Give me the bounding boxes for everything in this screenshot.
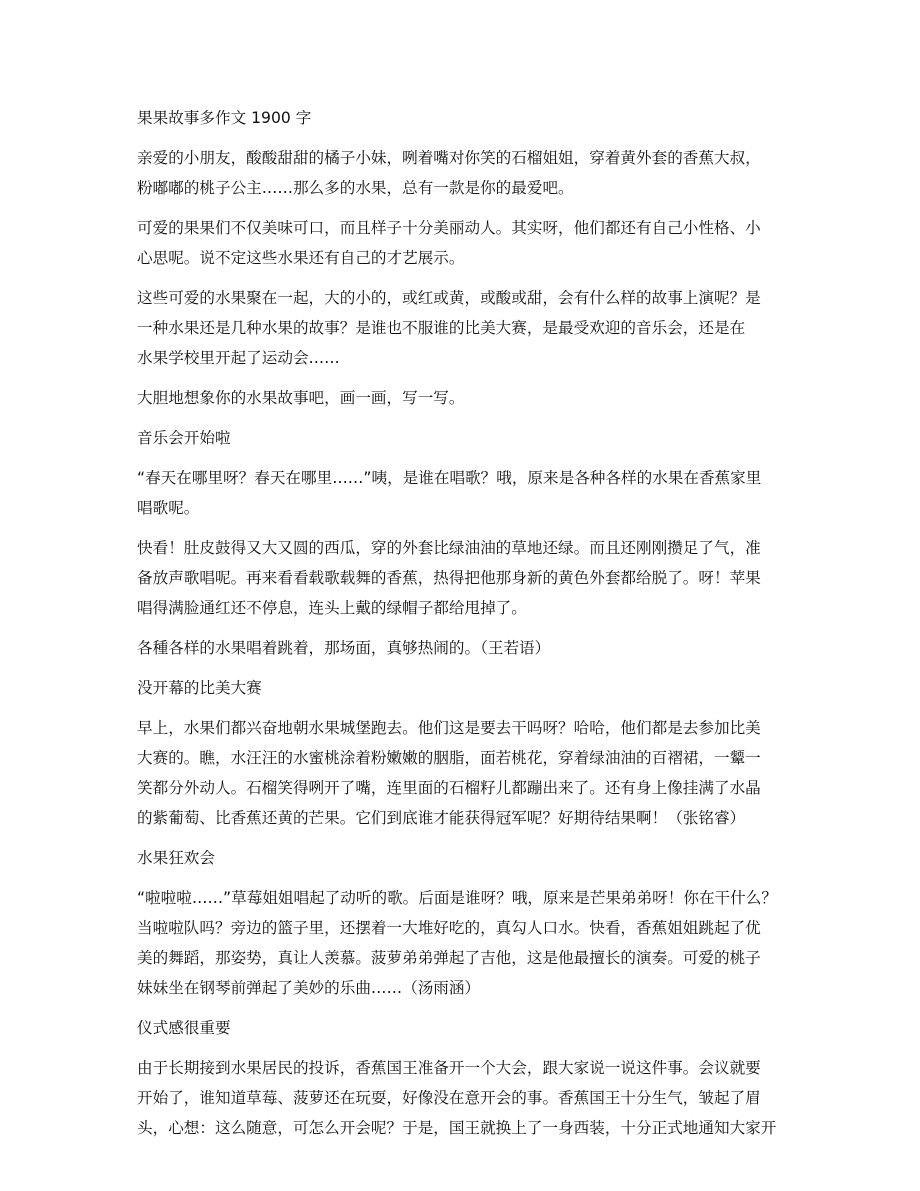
text-line: 早上，水果们都兴奋地朝水果城堡跑去。他们这是要去干吗呀？哈哈，他们都是去参加比美 (137, 719, 761, 737)
text-line: 妹妹坐在钢琴前弹起了美妙的乐曲……（汤雨涵） (137, 979, 481, 997)
section-heading (137, 843, 837, 873)
document-title (137, 103, 837, 133)
section-heading (137, 423, 837, 453)
text-line: 备放声歌唱呢。再来看看载歌载舞的香蕉，热得把他那身新的黄色外套都给脱了。呀！苹果 (137, 569, 761, 587)
text-line: 没开幕的比美大赛 (137, 679, 262, 697)
text-line: 大赛的。瞧，水汪汪的水蜜桃涂着粉嫩嫩的胭脂，面若桃花，穿着绿油油的百褶裙，一颦一 (137, 749, 761, 767)
paragraph (137, 1053, 837, 1143)
text-line: 美的舞蹈，那姿势，真让人羡慕。菠萝弟弟弹起了吉他，这是他最擅长的演奏。可爱的桃子 (137, 949, 761, 967)
text-line: 果果故事多作文 1900 字 (137, 109, 312, 127)
text-line: 大胆地想象你的水果故事吧，画一画，写一写。 (137, 389, 465, 407)
paragraph (137, 633, 837, 663)
text-line: 亲爱的小朋友，酸酸甜甜的橘子小妹，咧着嘴对你笑的石榴姐姐，穿着黄外套的香蕉大叔， (137, 149, 761, 167)
paragraph (137, 213, 837, 273)
text-line: 心思呢。说不定这些水果还有自己的才艺展示。 (137, 249, 465, 267)
text-line: 水果学校里开起了运动会…… (137, 349, 340, 367)
paragraph (137, 533, 837, 623)
text-line: 这些可爱的水果聚在一起，大的小的，或红或黄，或酸或甜，会有什么样的故事上演呢？是 (137, 289, 761, 307)
text-line: 唱得满脸通红还不停息，连头上戴的绿帽子都给甩掉了。 (137, 599, 527, 617)
text-line: 水果狂欢会 (137, 849, 215, 867)
text-line: 笑都分外动人。石榴笑得咧开了嘴，连里面的石榴籽儿都蹦出来了。还有身上像挂满了水晶 (137, 779, 761, 797)
paragraph (137, 143, 837, 203)
text-line: “啦啦啦……”草莓姐姐唱起了动听的歌。后面是谁呀？哦，原来是芒果弟弟呀！你在干什么？ (137, 889, 777, 907)
text-line: 粉嘟嘟的桃子公主……那么多的水果，总有一款是你的最爱吧。 (137, 179, 574, 197)
paragraph (137, 283, 837, 373)
text-line: 仪式感很重要 (137, 1019, 231, 1037)
paragraph (137, 383, 837, 413)
paragraph (137, 883, 837, 1003)
section-heading (137, 1013, 837, 1043)
text-line: 唱歌呢。 (137, 499, 200, 517)
text-line: 由于长期接到水果居民的投诉，香蕉国王准备开一个大会，跟大家说一说这件事。会议就要 (137, 1059, 761, 1077)
text-line: 快看！肚皮鼓得又大又圆的西瓜，穿的外套比绿油油的草地还绿。而且还刚刚攒足了气，准 (137, 539, 761, 557)
text-line: 头，心想：这么随意，可怎么开会呢？于是，国王就换上了一身西装，十分正式地通知大家开 (137, 1119, 777, 1137)
text-line: 各種各样的水果唱着跳着，那场面，真够热闹的。（王若语） (137, 639, 551, 657)
text-line: “春天在哪里呀？春天在哪里……”咦，是谁在唱歌？哦，原来是各种各样的水果在香蕉家里 (137, 469, 762, 487)
text-line: 开始了，谁知道草莓、菠萝还在玩耍，好像没在意开会的事。香蕉国王十分生气，皱起了眉 (137, 1089, 761, 1107)
text-line: 当啦啦队吗？旁边的篮子里，还摆着一大堆好吃的，真勾人口水。快看，香蕉姐姐跳起了优 (137, 919, 761, 937)
paragraph (137, 463, 837, 523)
document-body (137, 103, 837, 1153)
paragraph (137, 713, 837, 833)
text-line: 音乐会开始啦 (137, 429, 231, 447)
text-line: 可爱的果果们不仅美味可口，而且样子十分美丽动人。其实呀，他们都还有自己小性格、小 (137, 219, 761, 237)
text-line: 一种水果还是几种水果的故事？是谁也不服谁的比美大赛，是最受欢迎的音乐会，还是在 (137, 319, 746, 337)
section-heading (137, 673, 837, 703)
text-line: 的紫葡萄、比香蕉还黄的芒果。它们到底谁才能获得冠军呢？好期待结果啊！（张铭睿） (137, 809, 746, 827)
